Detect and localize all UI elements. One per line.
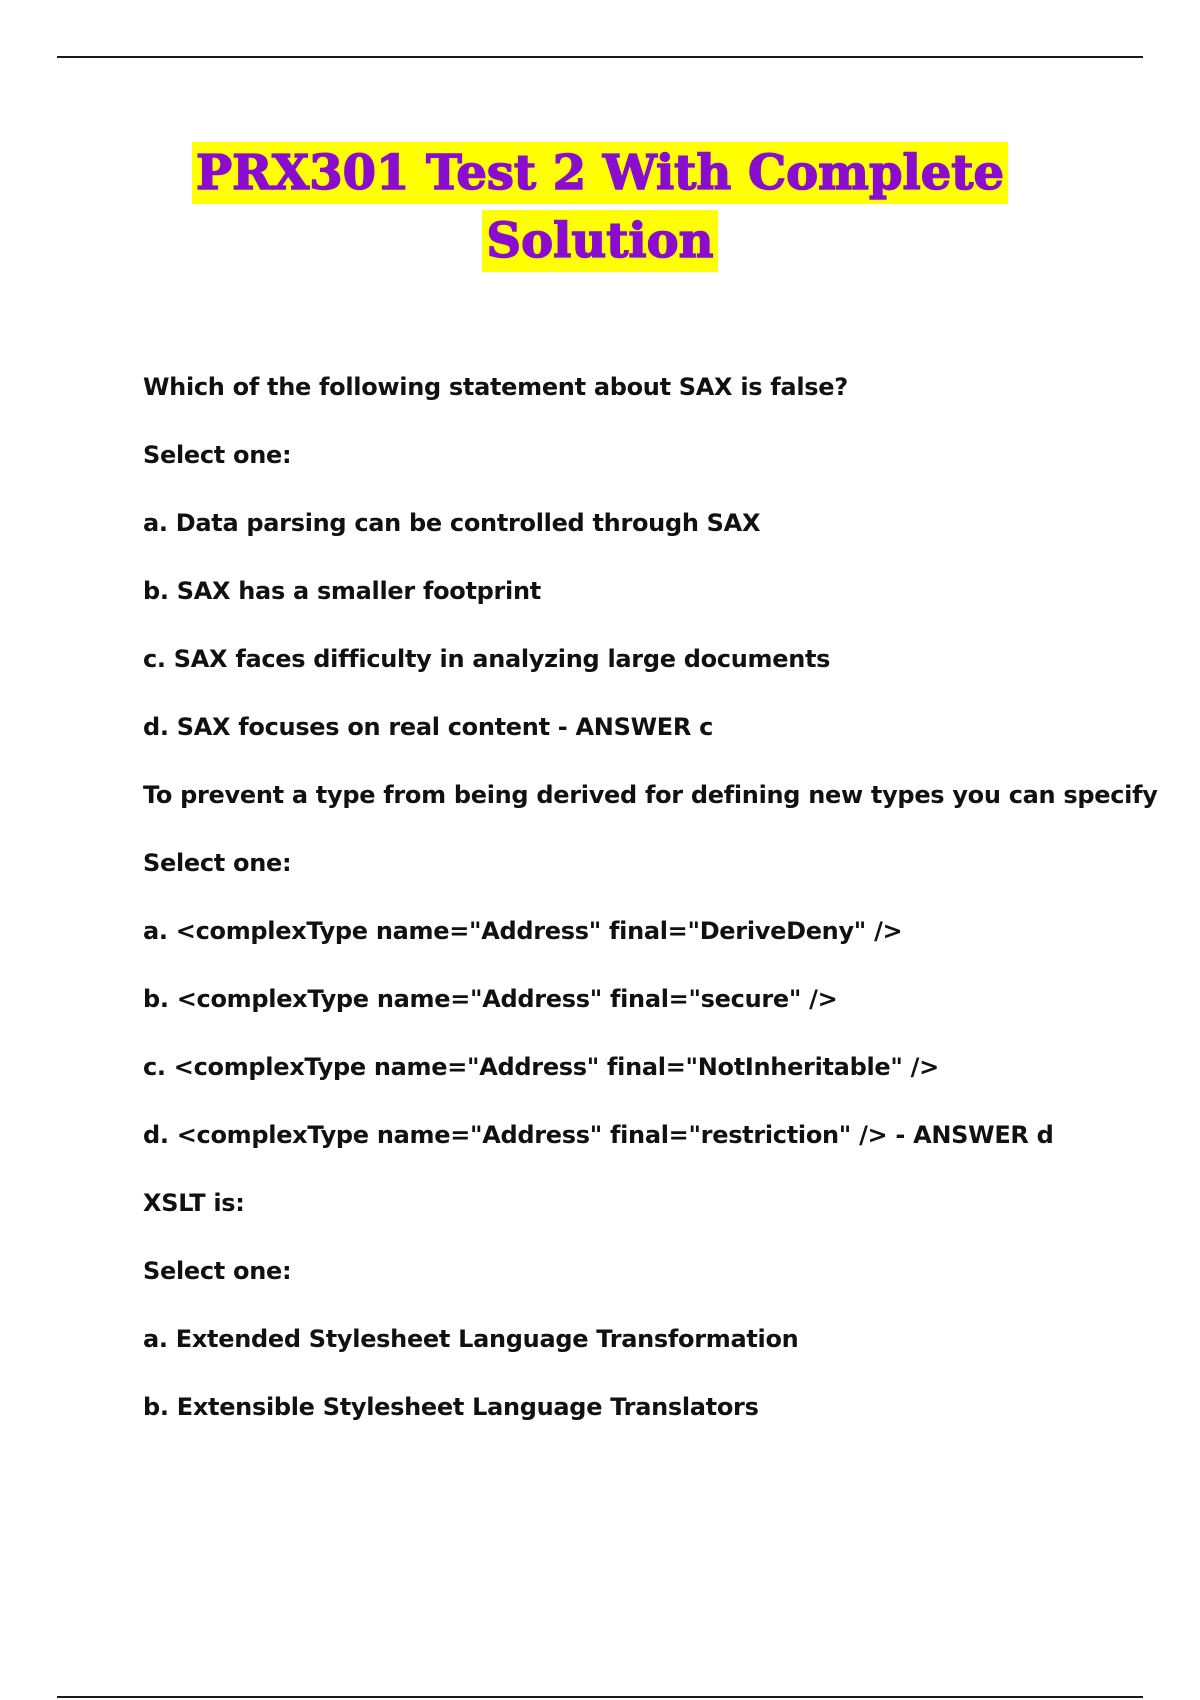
select-one-label: Select one: [143, 849, 292, 877]
question-prompt: Which of the following statement about SAX is false? [143, 373, 848, 401]
select-one-label: Select one: [143, 441, 292, 469]
question-prompt: XSLT is: [143, 1189, 245, 1217]
select-one-label: Select one: [143, 1257, 292, 1285]
option-b: b. SAX has a smaller footprint [143, 577, 541, 605]
bottom-divider [57, 1696, 1143, 1698]
option-c: c. <complexType name="Address" final="NotInheritable" /> [143, 1053, 939, 1081]
title-line-2: Solution [482, 210, 717, 272]
question-list [143, 372, 1158, 1460]
option-d-with-answer: d. SAX focuses on real content - ANSWER c [143, 713, 713, 741]
option-b: b. <complexType name="Address" final="secure" /> [143, 985, 838, 1013]
question-prompt: To prevent a type from being derived for defining new types you can specify [143, 781, 1158, 809]
title-line-1: PRX301 Test 2 With Complete [192, 142, 1008, 204]
option-a: a. Data parsing can be controlled through SAX [143, 509, 761, 537]
top-divider [57, 56, 1143, 58]
option-d-with-answer: d. <complexType name="Address" final="restriction" /> - ANSWER d [143, 1121, 1054, 1149]
document-title [0, 142, 1200, 272]
option-c: c. SAX faces difficulty in analyzing large documents [143, 645, 831, 673]
option-b: b. Extensible Stylesheet Language Translators [143, 1393, 759, 1421]
option-a: a. Extended Stylesheet Language Transformation [143, 1325, 799, 1353]
option-a: a. <complexType name="Address" final="DeriveDeny" /> [143, 917, 903, 945]
